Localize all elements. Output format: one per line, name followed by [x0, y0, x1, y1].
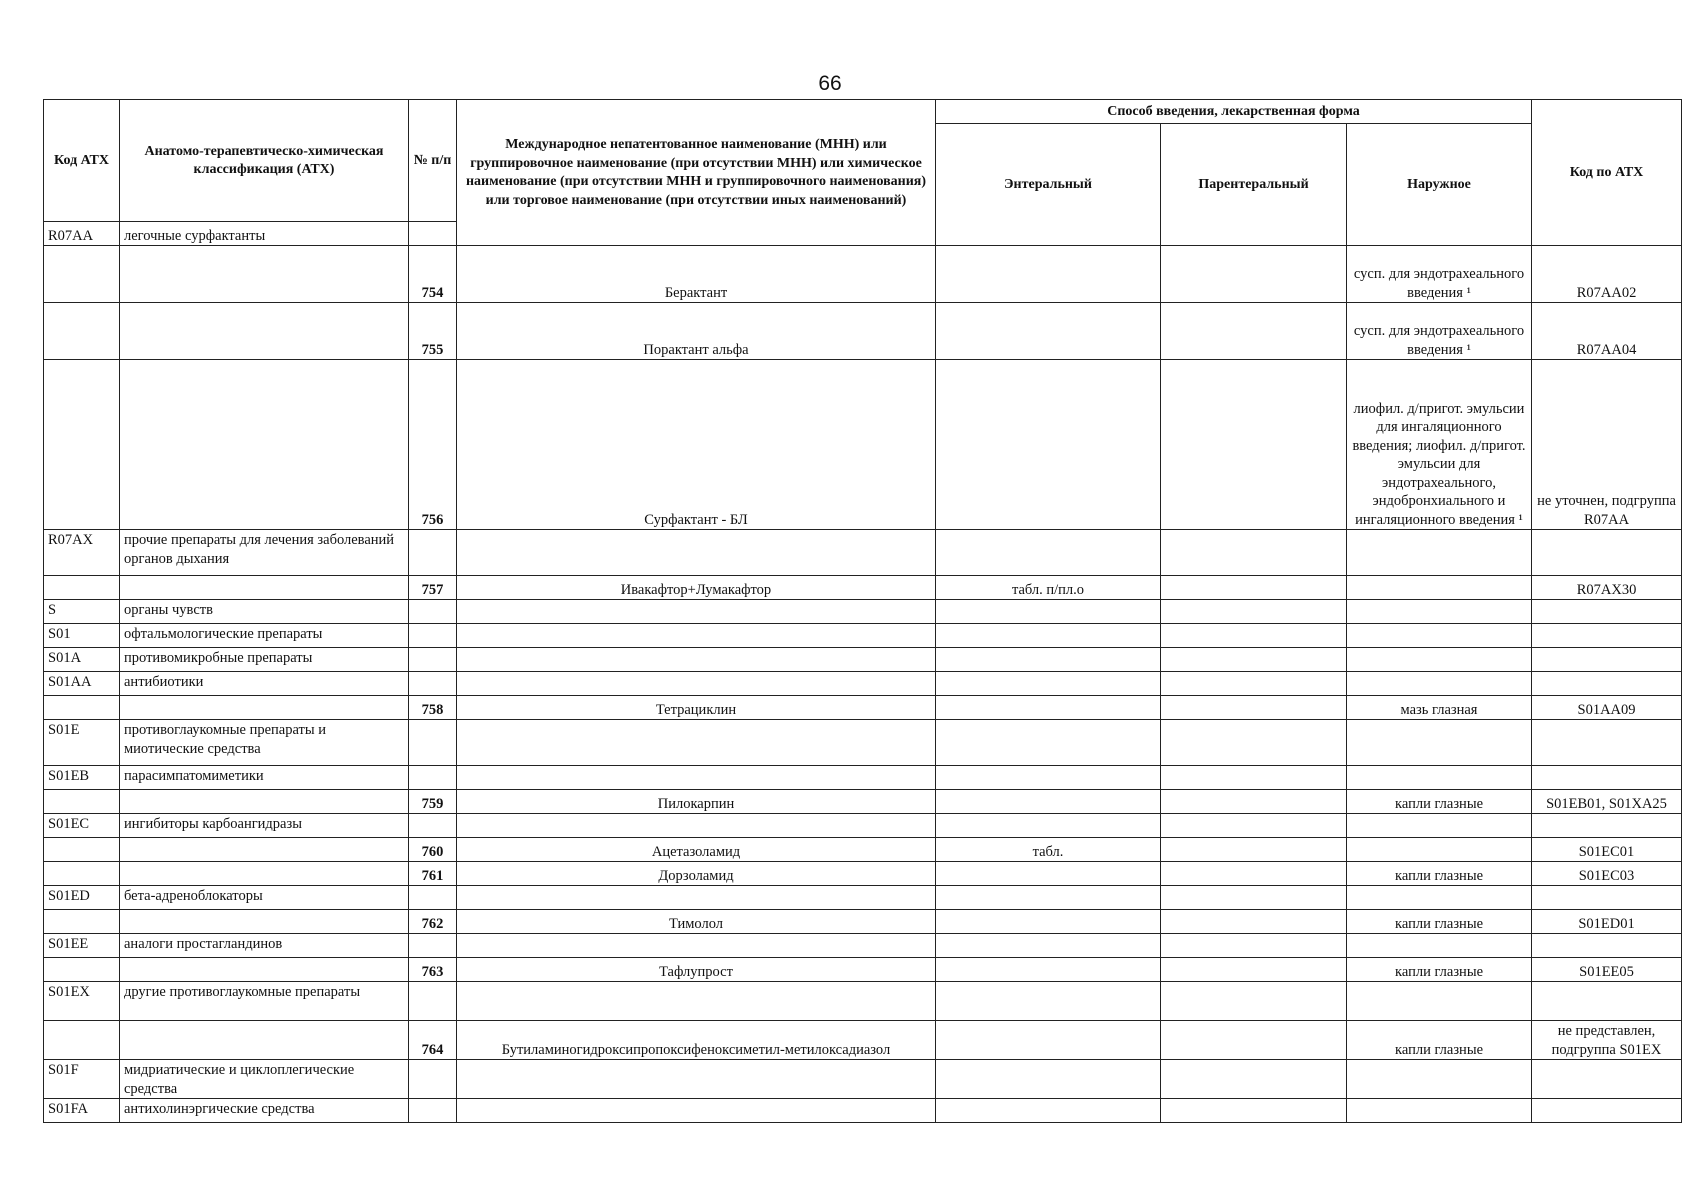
code-cell [44, 303, 120, 360]
code-cell [44, 576, 120, 600]
external-cell [1347, 886, 1532, 910]
group-row [44, 934, 1682, 958]
group-code: S [44, 600, 120, 624]
header-class: Анатомо-терапевтическо-химическая классификация (АТХ) [120, 100, 409, 222]
header-num: № п/п [409, 100, 457, 222]
external-cell: капли глазные [1347, 862, 1532, 886]
name-cell [457, 1099, 936, 1123]
enteral-cell [936, 934, 1161, 958]
name-cell [457, 530, 936, 576]
group-code: S01A [44, 648, 120, 672]
enteral-cell [936, 982, 1161, 1021]
enteral-cell [936, 766, 1161, 790]
header-parenteral: Парентеральный [1161, 124, 1347, 246]
class-cell [120, 958, 409, 982]
enteral-cell [936, 862, 1161, 886]
external-cell [1347, 1060, 1532, 1099]
atc-cell [1532, 1060, 1682, 1099]
atc-cell [1532, 934, 1682, 958]
num-cell [409, 530, 457, 576]
code-cell [44, 862, 120, 886]
external-cell [1347, 934, 1532, 958]
class-cell [120, 1021, 409, 1060]
group-row [44, 624, 1682, 648]
atc-cell [1532, 672, 1682, 696]
drug-row [44, 303, 1682, 360]
num-cell: 757 [409, 576, 457, 600]
parenteral-cell [1161, 766, 1347, 790]
num-cell [409, 814, 457, 838]
external-cell [1347, 624, 1532, 648]
drug-row [44, 696, 1682, 720]
external-cell [1347, 672, 1532, 696]
num-cell: 762 [409, 910, 457, 934]
group-class: органы чувств [120, 600, 409, 624]
code-cell [44, 790, 120, 814]
group-code: S01 [44, 624, 120, 648]
num-cell [409, 624, 457, 648]
parenteral-cell [1161, 246, 1347, 303]
atc-cell: R07AX30 [1532, 576, 1682, 600]
name-cell [457, 1060, 936, 1099]
enteral-cell [936, 814, 1161, 838]
name-cell: Ивакафтор+Лумакафтор [457, 576, 936, 600]
group-code: S01FA [44, 1099, 120, 1123]
group-class: противоглаукомные препараты и миотические средства [120, 720, 409, 766]
atc-cell: S01EC01 [1532, 838, 1682, 862]
enteral-cell [936, 303, 1161, 360]
external-cell [1347, 720, 1532, 766]
name-cell: Сурфактант - БЛ [457, 360, 936, 530]
enteral-cell [936, 1099, 1161, 1123]
class-cell [120, 696, 409, 720]
atc-cell [1532, 600, 1682, 624]
drug-row [44, 910, 1682, 934]
num-cell [409, 1099, 457, 1123]
group-code: S01ED [44, 886, 120, 910]
enteral-cell [936, 1021, 1161, 1060]
group-class: мидриатические и циклоплегические средства [120, 1060, 409, 1099]
header-route-group: Способ введения, лекарственная форма [936, 100, 1532, 124]
enteral-cell [936, 530, 1161, 576]
name-cell [457, 766, 936, 790]
external-cell: капли глазные [1347, 958, 1532, 982]
group-code: R07AA [44, 222, 120, 246]
group-code: S01EC [44, 814, 120, 838]
external-cell [1347, 576, 1532, 600]
code-cell [44, 360, 120, 530]
drug-row [44, 1021, 1682, 1060]
group-row [44, 530, 1682, 576]
parenteral-cell [1161, 814, 1347, 838]
name-cell [457, 648, 936, 672]
group-class: ингибиторы карбоангидразы [120, 814, 409, 838]
enteral-cell [936, 886, 1161, 910]
drug-row [44, 862, 1682, 886]
group-row [44, 814, 1682, 838]
group-class: офтальмологические препараты [120, 624, 409, 648]
name-cell [457, 982, 936, 1021]
group-code: S01F [44, 1060, 120, 1099]
external-cell [1347, 814, 1532, 838]
header-external: Наружное [1347, 124, 1532, 246]
group-code: S01EB [44, 766, 120, 790]
name-cell: Ацетазоламид [457, 838, 936, 862]
parenteral-cell [1161, 958, 1347, 982]
name-cell [457, 672, 936, 696]
external-cell: лиофил. д/пригот. эмульсии для ингаляционного введения; лиофил. д/пригот. эмульсии для эндотрахеального, эндобронхиального и ингаляционного введения ¹ [1347, 360, 1532, 530]
num-cell [409, 766, 457, 790]
group-code: S01EX [44, 982, 120, 1021]
num-cell [409, 648, 457, 672]
atc-cell [1532, 648, 1682, 672]
parenteral-cell [1161, 672, 1347, 696]
parenteral-cell [1161, 910, 1347, 934]
atc-cell [1532, 1099, 1682, 1123]
group-class: другие противоглаукомные препараты [120, 982, 409, 1021]
group-code: R07AX [44, 530, 120, 576]
external-cell: сусп. для эндотрахеального введения ¹ [1347, 303, 1532, 360]
class-cell [120, 790, 409, 814]
name-cell: Тафлупрост [457, 958, 936, 982]
num-cell: 761 [409, 862, 457, 886]
num-cell [409, 720, 457, 766]
enteral-cell [936, 360, 1161, 530]
parenteral-cell [1161, 886, 1347, 910]
atc-cell [1532, 982, 1682, 1021]
group-code: S01EE [44, 934, 120, 958]
parenteral-cell [1161, 624, 1347, 648]
code-cell [44, 958, 120, 982]
class-cell [120, 576, 409, 600]
num-cell [409, 1060, 457, 1099]
header-name: Международное непатентованное наименование (МНН) или группировочное наименование (при отсутствии МНН) или химическое наименование (при отсутствии МНН и группировочного наименования) или торговое наименование (при отсутствии иных наименований) [457, 100, 936, 246]
num-cell [409, 600, 457, 624]
code-cell [44, 910, 120, 934]
external-cell: капли глазные [1347, 910, 1532, 934]
group-class: противомикробные препараты [120, 648, 409, 672]
parenteral-cell [1161, 838, 1347, 862]
name-cell [457, 600, 936, 624]
parenteral-cell [1161, 720, 1347, 766]
group-row [44, 720, 1682, 766]
external-cell [1347, 982, 1532, 1021]
enteral-cell [936, 246, 1161, 303]
atc-cell [1532, 814, 1682, 838]
num-cell [409, 934, 457, 958]
parenteral-cell [1161, 600, 1347, 624]
name-cell: Порактант альфа [457, 303, 936, 360]
drug-row [44, 576, 1682, 600]
atc-cell [1532, 766, 1682, 790]
atc-cell: не представлен, подгруппа S01EX [1532, 1021, 1682, 1060]
num-cell [409, 672, 457, 696]
enteral-cell [936, 624, 1161, 648]
drug-row [44, 838, 1682, 862]
enteral-cell [936, 1060, 1161, 1099]
class-cell [120, 910, 409, 934]
parenteral-cell [1161, 1021, 1347, 1060]
atc-cell: S01ED01 [1532, 910, 1682, 934]
num-cell: 760 [409, 838, 457, 862]
group-row [44, 1099, 1682, 1123]
class-cell [120, 303, 409, 360]
group-class: антихолинэргические средства [120, 1099, 409, 1123]
name-cell: Берактант [457, 246, 936, 303]
atc-cell: R07AA04 [1532, 303, 1682, 360]
group-class: аналоги простагландинов [120, 934, 409, 958]
empty-cell [409, 222, 457, 246]
atc-cell: R07AA02 [1532, 246, 1682, 303]
atc-cell: S01EE05 [1532, 958, 1682, 982]
name-cell: Пилокарпин [457, 790, 936, 814]
enteral-cell: табл. п/пл.о [936, 576, 1161, 600]
drug-row [44, 958, 1682, 982]
parenteral-cell [1161, 576, 1347, 600]
name-cell [457, 624, 936, 648]
num-cell: 764 [409, 1021, 457, 1060]
atc-cell: S01EC03 [1532, 862, 1682, 886]
group-row [44, 672, 1682, 696]
enteral-cell [936, 672, 1161, 696]
parenteral-cell [1161, 862, 1347, 886]
atc-cell: S01AA09 [1532, 696, 1682, 720]
group-row [44, 982, 1682, 1021]
external-cell [1347, 766, 1532, 790]
num-cell: 755 [409, 303, 457, 360]
group-row [44, 1060, 1682, 1099]
parenteral-cell [1161, 360, 1347, 530]
drug-row [44, 360, 1682, 530]
class-cell [120, 246, 409, 303]
num-cell [409, 982, 457, 1021]
atc-cell: S01EB01, S01XA25 [1532, 790, 1682, 814]
header-enteral: Энтеральный [936, 124, 1161, 246]
parenteral-cell [1161, 934, 1347, 958]
num-cell: 759 [409, 790, 457, 814]
atc-cell [1532, 530, 1682, 576]
atc-cell [1532, 624, 1682, 648]
group-row [44, 600, 1682, 624]
atc-cell: не уточнен, подгруппа R07AA [1532, 360, 1682, 530]
name-cell [457, 720, 936, 766]
class-cell [120, 360, 409, 530]
group-row [44, 648, 1682, 672]
enteral-cell [936, 600, 1161, 624]
group-code: S01AA [44, 672, 120, 696]
page-number: 66 [818, 72, 842, 95]
external-cell [1347, 600, 1532, 624]
enteral-cell [936, 910, 1161, 934]
num-cell: 756 [409, 360, 457, 530]
code-cell [44, 246, 120, 303]
enteral-cell [936, 958, 1161, 982]
name-cell [457, 814, 936, 838]
num-cell: 763 [409, 958, 457, 982]
header-code: Код АТХ [44, 100, 120, 222]
group-class: легочные сурфактанты [120, 222, 409, 246]
parenteral-cell [1161, 530, 1347, 576]
header-atc: Код по АТХ [1532, 100, 1682, 246]
external-cell: сусп. для эндотрахеального введения ¹ [1347, 246, 1532, 303]
name-cell: Бутиламиногидроксипропоксифеноксиметил-метилоксадиазол [457, 1021, 936, 1060]
enteral-cell [936, 720, 1161, 766]
name-cell [457, 934, 936, 958]
external-cell [1347, 838, 1532, 862]
group-class: бета-адреноблокаторы [120, 886, 409, 910]
atc-cell [1532, 886, 1682, 910]
class-cell [120, 838, 409, 862]
class-cell [120, 862, 409, 886]
parenteral-cell [1161, 303, 1347, 360]
drug-row [44, 246, 1682, 303]
num-cell [409, 886, 457, 910]
drug-row [44, 790, 1682, 814]
code-cell [44, 696, 120, 720]
parenteral-cell [1161, 1060, 1347, 1099]
name-cell: Дорзоламид [457, 862, 936, 886]
parenteral-cell [1161, 648, 1347, 672]
group-row [44, 886, 1682, 910]
parenteral-cell [1161, 1099, 1347, 1123]
enteral-cell [936, 790, 1161, 814]
num-cell: 758 [409, 696, 457, 720]
group-class: антибиотики [120, 672, 409, 696]
external-cell: мазь глазная [1347, 696, 1532, 720]
atc-cell [1532, 720, 1682, 766]
group-class: прочие препараты для лечения заболеваний органов дыхания [120, 530, 409, 576]
code-cell [44, 1021, 120, 1060]
code-cell [44, 838, 120, 862]
num-cell: 754 [409, 246, 457, 303]
external-cell [1347, 530, 1532, 576]
enteral-cell: табл. [936, 838, 1161, 862]
external-cell [1347, 648, 1532, 672]
group-class: парасимпатомиметики [120, 766, 409, 790]
parenteral-cell [1161, 790, 1347, 814]
parenteral-cell [1161, 982, 1347, 1021]
group-code: S01E [44, 720, 120, 766]
external-cell: капли глазные [1347, 1021, 1532, 1060]
enteral-cell [936, 648, 1161, 672]
drug-table [43, 99, 1682, 1123]
external-cell: капли глазные [1347, 790, 1532, 814]
name-cell: Тимолол [457, 910, 936, 934]
name-cell [457, 886, 936, 910]
name-cell: Тетрациклин [457, 696, 936, 720]
group-row [44, 766, 1682, 790]
enteral-cell [936, 696, 1161, 720]
external-cell [1347, 1099, 1532, 1123]
parenteral-cell [1161, 696, 1347, 720]
